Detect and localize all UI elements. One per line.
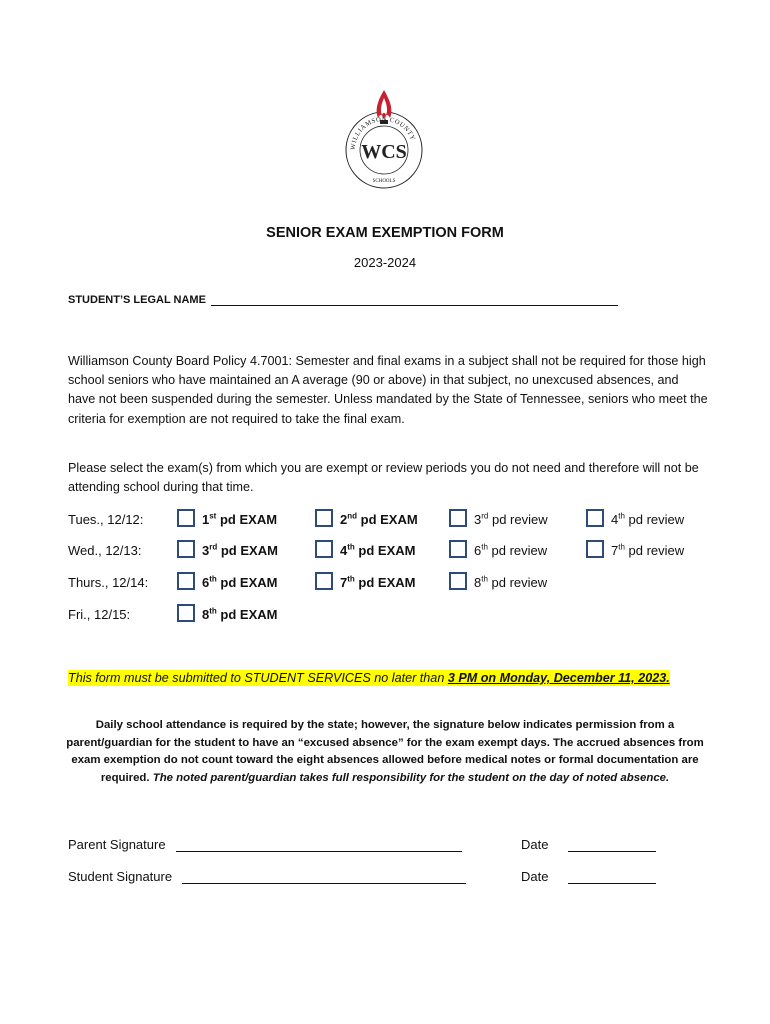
exam-option-label — [474, 512, 548, 527]
exam-option-label — [611, 543, 684, 558]
exam-option-text: pd EXAM — [220, 607, 278, 622]
period-ordinal-suffix: th — [481, 542, 488, 552]
exam-checkbox[interactable] — [586, 509, 604, 527]
exam-option-text: pd review — [628, 543, 685, 558]
exam-option-text: pd review — [628, 512, 685, 527]
student-date-field[interactable] — [521, 869, 656, 884]
deadline-notice — [68, 670, 670, 686]
student-name-label: STUDENT’S LEGAL NAME — [68, 294, 206, 306]
attendance-notice-bold: Daily school attendance is required by the state; however, the signature below indicates permission from a parent/guardian for the student to have an “excused absence” for the exam exempt days. The accrued absences from exam exemption do not count toward the eight absences allowed before medical notes or formal documentation are required. — [66, 719, 704, 784]
deadline-prefix: This form must be submitted to STUDENT SERVICES no later than — [68, 671, 448, 685]
form-title: SENIOR EXAM EXEMPTION FORM — [266, 225, 504, 241]
schedule-day-label: Fri., 12/15: — [68, 607, 131, 622]
exam-checkbox[interactable] — [449, 509, 467, 527]
attendance-notice-italic: The noted parent/guardian takes full responsibility for the student on the day of noted absence. — [152, 771, 670, 784]
schedule-day-label: Tues., 12/12: — [68, 512, 144, 527]
period-number: 6 — [202, 575, 210, 590]
exam-checkbox[interactable] — [586, 540, 604, 558]
deadline-date: 3 PM on Monday, December 11, 2023. — [447, 671, 670, 685]
parent-signature-field[interactable] — [68, 837, 462, 852]
exam-option-label — [340, 512, 418, 527]
exam-option-text: pd EXAM — [219, 512, 278, 527]
period-number: 8 — [202, 607, 210, 622]
student-date-label: Date — [521, 869, 549, 884]
student-name-field[interactable] — [68, 293, 618, 306]
exam-option-text: pd EXAM — [358, 575, 416, 590]
exam-option-text: pd EXAM — [220, 575, 278, 590]
exam-checkbox[interactable] — [315, 509, 333, 527]
exam-checkbox[interactable] — [315, 572, 333, 590]
schedule-day-label: Thurs., 12/14: — [68, 575, 149, 590]
exam-option-label — [202, 543, 278, 558]
period-ordinal-suffix: th — [618, 542, 625, 552]
exam-option-text: pd review — [491, 575, 548, 590]
policy-paragraph: Williamson County Board Policy 4.7001: Semester and final exams in a subject shall not be required for those high school seniors who have maintained an A average (90 or above) in that subject, no unexcused absences, and have not been suspended during the semester. Unless mandated by the State of Tennessee, seniors who meet the criteria for exemption are not required to take the final exam. — [68, 354, 708, 426]
logo-monogram: WCS — [361, 141, 407, 163]
student-name-line[interactable] — [211, 293, 618, 306]
exam-option-label — [340, 543, 415, 558]
period-number: 2 — [340, 512, 348, 527]
instruction-paragraph: Please select the exam(s) from which you are exempt or review periods you do not need and therefore will not be attending school during that time. — [68, 461, 699, 495]
logo-ring-text: WILLIAMSON COUNTY — [349, 115, 417, 151]
period-number: 7 — [611, 543, 619, 558]
student-signature-label: Student Signature — [68, 869, 173, 884]
exam-option-text: pd EXAM — [220, 543, 278, 558]
exam-checkbox[interactable] — [177, 540, 195, 558]
period-ordinal-suffix: th — [618, 511, 625, 521]
period-ordinal-suffix: th — [347, 574, 355, 584]
school-year: 2023-2024 — [353, 255, 417, 270]
period-number: 4 — [611, 512, 619, 527]
logo-bottom-text: SCHOOLS — [372, 179, 396, 184]
student-date-line[interactable] — [568, 871, 656, 884]
period-number: 1 — [202, 512, 210, 527]
exam-option-text: pd review — [491, 512, 548, 527]
period-ordinal-suffix: nd — [347, 511, 358, 521]
period-number: 8 — [474, 575, 482, 590]
attendance-notice — [62, 717, 708, 787]
exam-option-label — [474, 575, 547, 590]
exam-option-text: pd EXAM — [358, 543, 416, 558]
exam-option-label — [340, 575, 415, 590]
parent-date-line[interactable] — [568, 839, 656, 852]
exam-option-label — [202, 607, 277, 622]
period-number: 3 — [202, 543, 210, 558]
schedule-day-label: Wed., 12/13: — [68, 543, 142, 558]
parent-signature-label: Parent Signature — [68, 837, 166, 852]
exam-option-text: pd review — [491, 543, 548, 558]
exam-checkbox[interactable] — [315, 540, 333, 558]
period-ordinal-suffix: th — [209, 574, 217, 584]
period-number: 3 — [474, 512, 482, 527]
period-ordinal-suffix: th — [209, 606, 217, 616]
exam-checkbox[interactable] — [177, 572, 195, 590]
period-number: 6 — [474, 543, 482, 558]
period-ordinal-suffix: th — [481, 574, 488, 584]
student-signature-field[interactable] — [68, 869, 466, 884]
exam-option-label — [202, 575, 277, 590]
period-ordinal-suffix: rd — [481, 511, 489, 521]
exam-checkbox[interactable] — [177, 604, 195, 622]
exam-checkbox[interactable] — [449, 572, 467, 590]
exam-checkbox[interactable] — [449, 540, 467, 558]
period-ordinal-suffix: th — [347, 542, 355, 552]
exam-option-text: pd EXAM — [360, 512, 418, 527]
period-ordinal-suffix: rd — [209, 542, 218, 552]
wcs-logo — [344, 88, 424, 192]
period-ordinal-suffix: st — [209, 511, 217, 521]
period-number: 4 — [340, 543, 348, 558]
student-signature-line[interactable] — [182, 871, 466, 884]
parent-signature-line[interactable] — [176, 839, 462, 852]
exam-option-label — [202, 512, 277, 527]
exam-option-label — [474, 543, 547, 558]
parent-date-field[interactable] — [521, 837, 656, 852]
period-number: 7 — [340, 575, 348, 590]
exam-checkbox[interactable] — [177, 509, 195, 527]
parent-date-label: Date — [521, 837, 549, 852]
exam-option-label — [611, 512, 684, 527]
